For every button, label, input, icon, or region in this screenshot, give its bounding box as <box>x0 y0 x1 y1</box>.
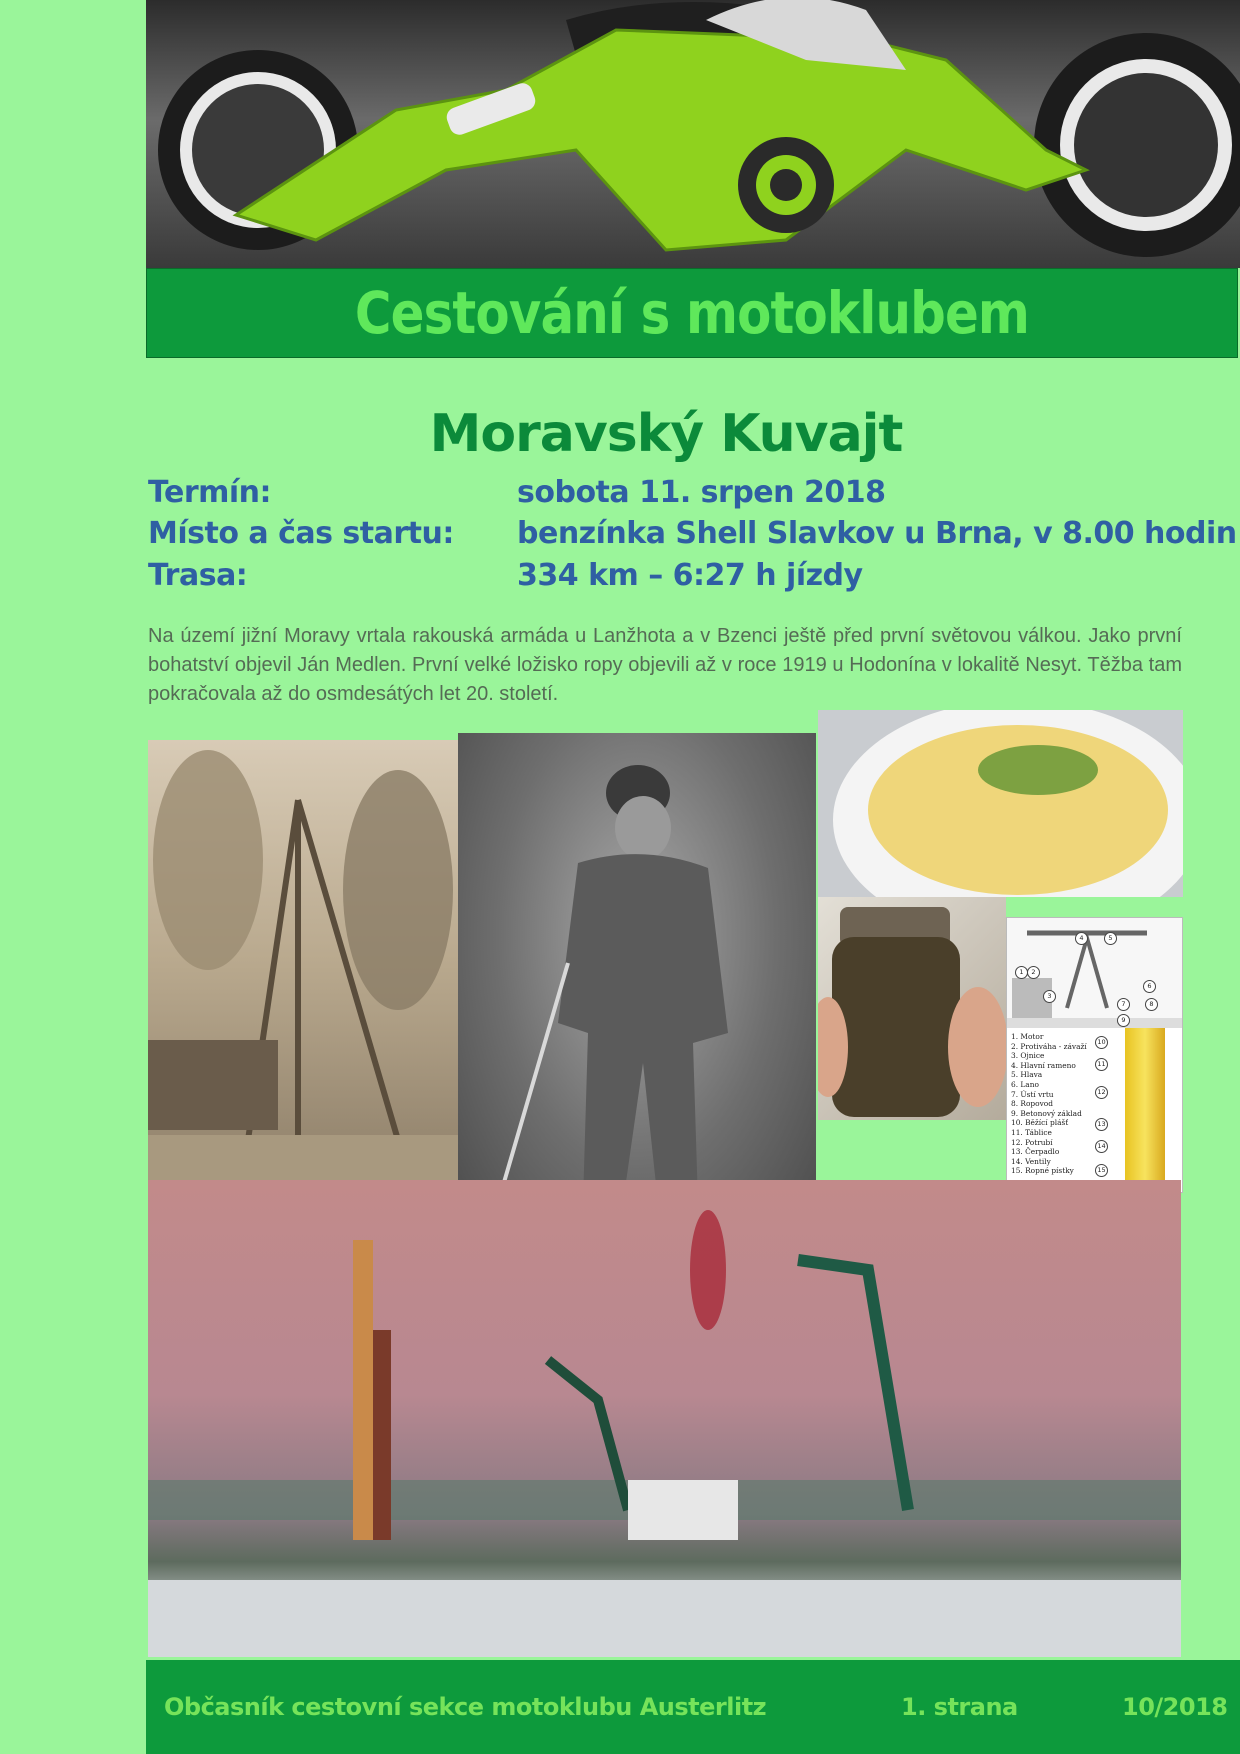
photo-oil-jar <box>818 897 1006 1120</box>
event-title: Moravský Kuvajt <box>429 404 903 464</box>
diagram-legend-item: 2. Protiváha - závaží <box>1011 1041 1087 1051</box>
diagram-callout: 10 <box>1095 1036 1108 1049</box>
diagram-callout: 7 <box>1117 998 1130 1011</box>
info-label: Místo a čas startu: <box>148 516 454 551</box>
info-label: Trasa: <box>148 558 248 593</box>
footer-issue: 10/2018 <box>1122 1693 1228 1721</box>
diagram-legend-item: 3. Ojnice <box>1011 1051 1045 1061</box>
footer-bar <box>146 1660 1240 1754</box>
photo-oil-field-dusk <box>148 1180 1181 1657</box>
diagram-legend-item: 11. Táblice <box>1011 1127 1052 1137</box>
diagram-callout: 5 <box>1104 932 1117 945</box>
diagram-callout: 4 <box>1075 932 1088 945</box>
diagram-legend-item: 4. Hlavní rameno <box>1011 1060 1076 1070</box>
diagram-callout: 11 <box>1095 1058 1108 1071</box>
footer-publication: Občasník cestovní sekce motoklubu Austerlitz <box>164 1693 767 1721</box>
diagram-callout: 8 <box>1145 998 1158 1011</box>
green-frame <box>236 30 1086 250</box>
info-label: Termín: <box>148 475 272 510</box>
diagram-legend-item: 10. Běžící plášť <box>1011 1118 1069 1128</box>
info-value: 334 km – 6:27 h jízdy <box>517 558 863 593</box>
page-title: Cestování s motoklubem <box>354 279 1030 347</box>
diagram-callout: 14 <box>1095 1140 1108 1153</box>
diagram-legend-item: 12. Potrubí <box>1011 1137 1053 1147</box>
photo-jan-medlen <box>458 733 816 1238</box>
diagram-callout: 6 <box>1143 980 1156 993</box>
diagram-callout: 9 <box>1117 1014 1130 1027</box>
header-motorcycle-image <box>146 0 1240 268</box>
photo-potato-salad <box>818 710 1183 897</box>
diagram-legend-item: 13. Čerpadlo <box>1011 1147 1060 1157</box>
diagram-legend-item: 9. Betonový základ <box>1011 1108 1082 1118</box>
diagram-callout-numbers <box>1007 918 1183 1193</box>
diagram-callout: 13 <box>1095 1118 1108 1131</box>
photo-pump-jack-diagram <box>1006 917 1183 1193</box>
article-paragraph: Na území jižní Moravy vrtala rakouská armáda u Lanžhota a v Bzenci ještě před první světovou válkou. Jako první bohatství objevil Ján Medlen. První velké ložisko ropy objevili až v roce 1919 u Hodonína v lokalitě Nesyt. Těžba tam pokračovala až do osmdesátých let 20. století. <box>148 625 1182 705</box>
diagram-legend-item: 6. Lano <box>1011 1079 1039 1089</box>
diagram-legend-item: 5. Hlava <box>1011 1070 1043 1080</box>
diagram-callout: 2 <box>1027 966 1040 979</box>
info-row-start <box>148 516 1237 556</box>
diagram-callout: 15 <box>1095 1164 1108 1177</box>
photo-historic-drilling-rig <box>148 740 458 1180</box>
motorcycle-illustration <box>146 0 1240 268</box>
diagram-callout: 1 <box>1015 966 1028 979</box>
diagram-legend-item: 8. Ropovod <box>1011 1099 1053 1109</box>
info-value: sobota 11. srpen 2018 <box>517 475 886 510</box>
diagram-legend-item: 1. Motor <box>1011 1032 1044 1041</box>
title-banner <box>146 268 1238 358</box>
diagram-callout: 12 <box>1095 1086 1108 1099</box>
diagram-legend-item: 14. Ventily <box>1011 1156 1051 1166</box>
info-row-route <box>148 558 1148 598</box>
footer-page-number: 1. strana <box>901 1693 1018 1721</box>
diagram-legend-item: 7. Ústí vrtu <box>1011 1089 1054 1099</box>
info-row-date <box>148 475 1148 515</box>
info-value: benzínka Shell Slavkov u Brna, v 8.00 hodin <box>517 516 1237 551</box>
diagram-callout: 3 <box>1043 990 1056 1003</box>
diagram-legend-item: 15. Ropné pístky <box>1011 1166 1074 1176</box>
